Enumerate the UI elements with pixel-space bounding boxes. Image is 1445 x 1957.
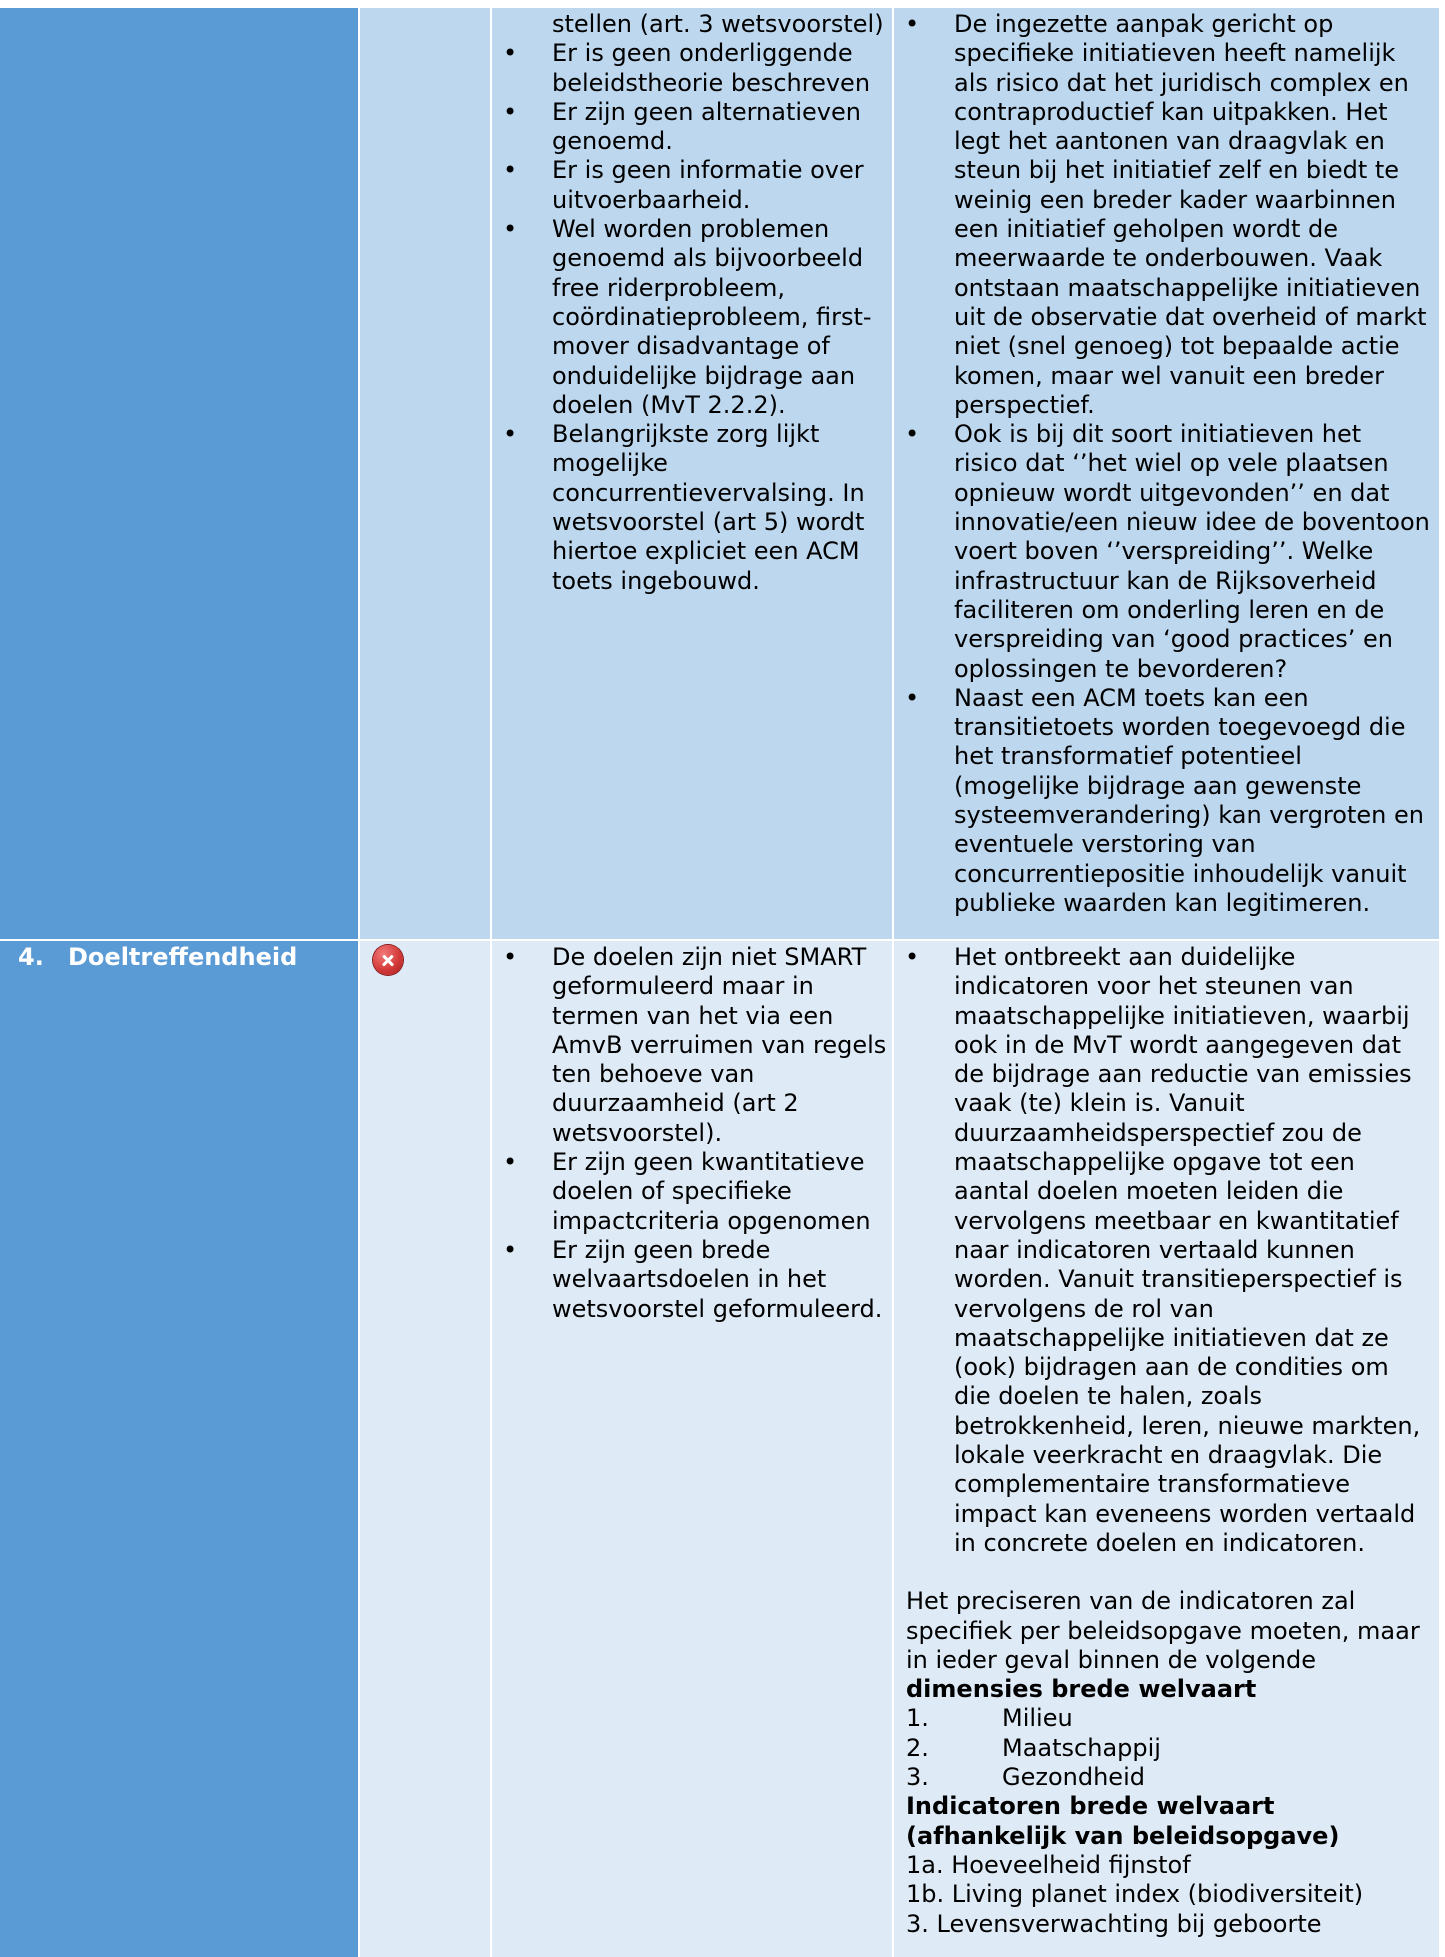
paragraph: Het preciseren van de indicatoren zal specifiek per beleidsopgave moeten, maar in ieder geval binnen de volgende (906, 1587, 1420, 1674)
list-item: • Er zijn geen brede welvaartsdoelen in het wetsvoorstel geformuleerd. (492, 1236, 892, 1324)
dimension-item: 2. Maatschappij (906, 1733, 1161, 1762)
recommendations-list (894, 941, 1431, 1558)
list-item: • Ook is bij dit soort initiatieven het risico dat ‘’het wiel op vele plaatsen opnieuw wordt uitgevonden’’ en dat innovatie/een nieuw idee de boventoon voert boven ‘’verspreiding’’. Welke infrastructuur kan de Rijksoverheid faciliteren om onderling leren en de verspreiding van ‘good practices’ en oplossingen te bevorderen? (894, 420, 1431, 684)
list-item: • Er is geen onderliggende beleidstheorie beschreven (492, 39, 892, 98)
red-cross-icon (373, 945, 403, 975)
indicators-heading: Indicatoren brede welvaart (906, 1792, 1275, 1821)
list-item: • De doelen zijn niet SMART geformuleerd maar in termen van het via een AmvB verruimen van regels ten behoeve van duurzaamheid (art 2 wetsvoorstel). (492, 943, 892, 1148)
dimension-item: 3. Gezondheid (906, 1763, 1145, 1792)
list-item: • Het ontbreekt aan duidelijke indicatoren voor het steunen van maatschappelijke initiatieven, waarbij ook in de MvT wordt aangegeven dat de bijdrage aan reductie van emissies vaak (te) klein is. Vanuit duurzaamheidsperspectief zou de maatschappelijke opgave tot een aantal doelen moeten leiden die vervolgens meetbaar en kwantitatief naar indicatoren vertaald kunnen worden. Vanuit transitieperspectief is vervolgens de rol van maatschappelijke initiatieven dat ze (ook) bijdragen aan de condities om die doelen te halen, zoals betrokkenheid, leren, nieuwe markten, lokale veerkracht en draagvlak. Die complementaire transformatieve impact kan eveneens worden vertaald in concrete doelen en indicatoren. (894, 943, 1431, 1558)
row-continued-recommendations-cell (894, 8, 1439, 939)
list-item: • Er zijn geen kwantitatieve doelen of specifieke impactcriteria opgenomen (492, 1148, 892, 1236)
list-item: • Wel worden problemen genoemd als bijvoorbeeld free riderprobleem, coördinatieprobleem, first-mover disadvantage of onduidelijke bijdrage aan doelen (MvT 2.2.2). (492, 215, 892, 420)
dimensions-heading: dimensies brede welvaart (906, 1675, 1257, 1704)
row-4-number: 4. (18, 943, 44, 971)
row-4-recommendations-cell (894, 941, 1439, 1957)
list-item: • Er is geen informatie over uitvoerbaarheid. (492, 156, 892, 215)
recommendations-list (894, 8, 1431, 918)
list-item: • Belangrijkste zorg lijkt mogelijke concurrentievervalsing. In wetsvoorstel (art 5) wordt hiertoe expliciet een ACM toets ingebouwd. (492, 420, 892, 596)
row-4-label-cell (0, 941, 358, 1957)
row-4-findings-cell (492, 941, 892, 1957)
indicator-item: 1b. Living planet index (biodiversiteit) (906, 1880, 1364, 1909)
list-item: • Naast een ACM toets kan een transitietoets worden toegevoegd die het transformatief potentieel (mogelijke bijdrage aan gewenste systeemverandering) kan vergroten en eventuele verstoring van concurrentiepositie inhoudelijk vanuit publieke waarden kan legitimeren. (894, 684, 1431, 918)
list-item: • Er zijn geen alternatieven genoemd. (492, 98, 892, 157)
row-4-heading (18, 943, 297, 972)
row-continued-status-cell (360, 8, 490, 939)
list-item: stellen (art. 3 wetsvoorstel) (552, 10, 884, 38)
findings-list (492, 941, 892, 1324)
indicator-item: 1a. Hoeveelheid fijnstof (906, 1850, 1191, 1879)
list-item: • De ingezette aanpak gericht op specifieke initiatieven heeft namelijk als risico dat het juridisch complex en contraproductief kan uitpakken. Het legt het aantonen van draagvlak en steun bij het initiatief zelf en biedt te weinig een breder kader waarbinnen een initiatief geholpen wordt de meerwaarde te onderbouwen. Vaak ontstaan maatschappelijke initiatieven uit de observatie dat overheid of markt niet (snel genoeg) tot bepaalde actie komen, maar wel vanuit een breder perspectief. (894, 10, 1431, 420)
findings-list (492, 8, 892, 596)
row-4-title: Doeltreffendheid (68, 943, 298, 971)
row-4-status-cell (360, 941, 490, 1957)
row-continued-label-cell (0, 8, 358, 939)
dimension-item: 1. Milieu (906, 1704, 1073, 1733)
indicator-item: 3. Levensverwachting bij geboorte (906, 1909, 1322, 1938)
indicators-subheading: (afhankelijk van beleidsopgave) (906, 1821, 1340, 1850)
row-continued-findings-cell (492, 8, 892, 939)
